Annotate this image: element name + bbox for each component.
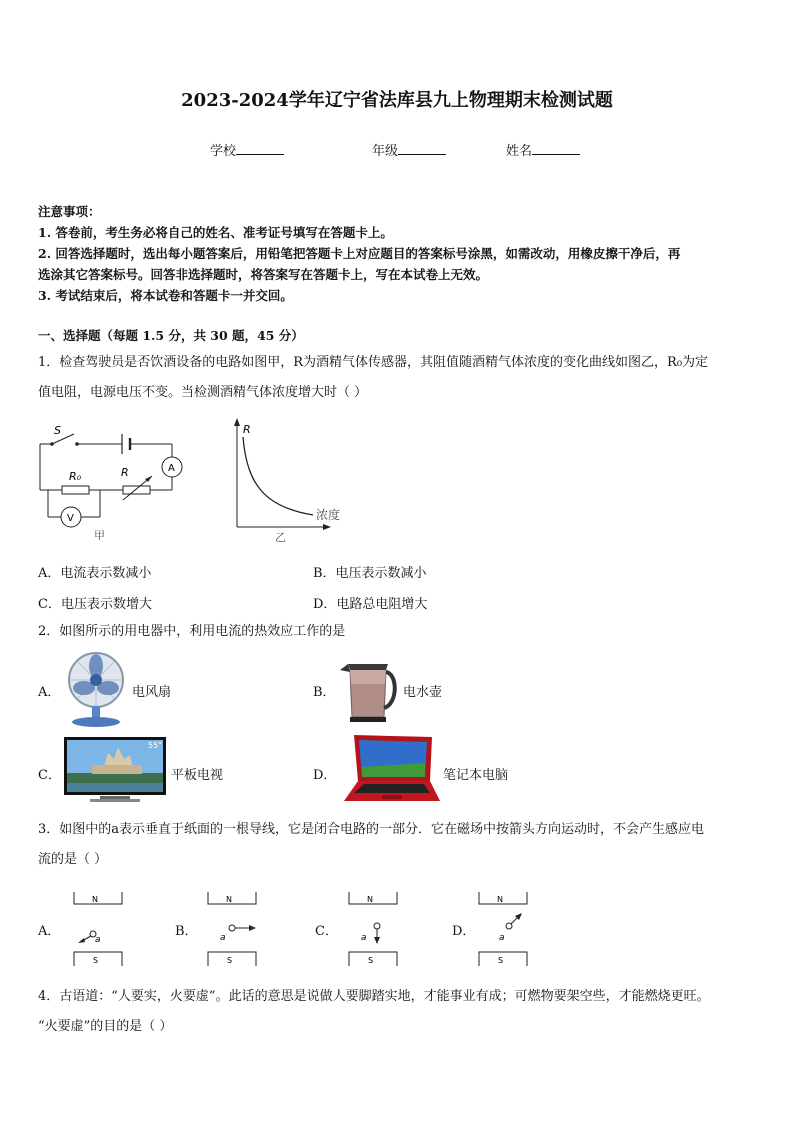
question-2-stem: 2．如图所示的用电器中，利用电流的热效应工作的是 bbox=[38, 624, 346, 639]
option-a: A．电流表示数减小 bbox=[38, 566, 152, 581]
option-label: 笔记本电脑 bbox=[443, 768, 509, 783]
page-title: 2023-2024学年辽宁省法库县九上物理期末检测试题 bbox=[181, 90, 613, 111]
north-pole-label: N bbox=[92, 895, 98, 904]
option-c: C． bbox=[315, 924, 338, 939]
wire-label: a bbox=[220, 933, 226, 943]
tv-size-badge: 55" bbox=[148, 741, 162, 750]
south-pole-label: S bbox=[368, 956, 374, 965]
question-1-stem: 1．检查驾驶员是否饮酒设备的电路如图甲，R为酒精气体传感器，其阻值随酒精气体浓度的变化曲线如图乙，R₀为定 bbox=[38, 355, 709, 370]
wire-label: a bbox=[499, 933, 505, 943]
option-label: 电水壶 bbox=[403, 685, 443, 700]
y-axis-label: R bbox=[243, 423, 251, 436]
figure-caption: 甲 bbox=[94, 529, 105, 542]
magnet-diagram-d bbox=[471, 890, 533, 968]
r-label: R bbox=[121, 466, 129, 479]
option-b: B． bbox=[313, 685, 336, 700]
south-pole-label: S bbox=[93, 956, 99, 965]
grade-label: 年级 bbox=[372, 144, 399, 159]
flat-tv-icon bbox=[62, 735, 168, 805]
resistance-graph bbox=[225, 415, 365, 545]
school-label: 学校 bbox=[210, 144, 237, 159]
magnet-diagram-c bbox=[341, 890, 403, 968]
option-c: C．电压表示数增大 bbox=[38, 597, 152, 612]
option-label: 平板电视 bbox=[171, 768, 224, 783]
electric-kettle-icon bbox=[338, 654, 400, 724]
south-pole-label: S bbox=[498, 956, 504, 965]
option-a: A． bbox=[38, 685, 61, 700]
r0-label: R₀ bbox=[69, 470, 82, 483]
option-b: B． bbox=[175, 924, 198, 939]
school-field bbox=[210, 140, 284, 159]
ammeter-label: A bbox=[168, 463, 175, 474]
wire-label: a bbox=[95, 935, 101, 945]
north-pole-label: N bbox=[497, 895, 503, 904]
option-b: B．电压表示数减小 bbox=[313, 566, 427, 581]
circuit-diagram bbox=[30, 414, 200, 544]
wire-label: a bbox=[361, 933, 367, 943]
grade-field bbox=[372, 140, 446, 159]
magnet-diagram-a bbox=[66, 890, 128, 968]
laptop-icon bbox=[340, 731, 442, 809]
option-c: C． bbox=[38, 768, 61, 783]
note-item: 2. 回答选择题时，选出每小题答案后，用铅笔把答题卡上对应题目的答案标号涂黑，如需改动，用橡皮擦干净后，再 bbox=[38, 246, 681, 261]
option-d: D．电路总电阻增大 bbox=[313, 597, 428, 612]
option-d: D． bbox=[313, 768, 337, 783]
name-label: 姓名 bbox=[506, 144, 533, 159]
north-pole-label: N bbox=[226, 895, 232, 904]
section-heading: 一、选择题（每题 1.5 分，共 30 题，45 分） bbox=[38, 328, 304, 343]
question-4-stem: “火要虚”的目的是（ ） bbox=[38, 1019, 173, 1034]
x-axis-label: 浓度 bbox=[316, 508, 341, 522]
notes-heading: 注意事项： bbox=[38, 204, 101, 219]
question-4-stem: 4．古语道：“人要实，火要虚”。此话的意思是说做人要脚踏实地，才能事业有成；可燃物要架空些，才能燃烧更旺。 bbox=[38, 989, 710, 1004]
option-a: A． bbox=[38, 924, 61, 939]
note-item: 3. 考试结束后，将本试卷和答题卡一并交回。 bbox=[38, 288, 293, 303]
name-field bbox=[506, 140, 580, 159]
north-pole-label: N bbox=[367, 895, 373, 904]
note-item: 选涂其它答案标号。回答非选择题时，将答案写在答题卡上，写在本试卷上无效。 bbox=[38, 267, 489, 282]
south-pole-label: S bbox=[227, 956, 233, 965]
question-1-stem: 值电阻，电源电压不变。当检测酒精气体浓度增大时（ ） bbox=[38, 385, 368, 400]
magnet-diagram-b bbox=[200, 890, 262, 968]
figure-caption: 乙 bbox=[275, 531, 286, 544]
electric-fan-icon bbox=[62, 650, 130, 728]
voltmeter-label: V bbox=[67, 513, 74, 524]
option-label: 电风扇 bbox=[132, 685, 172, 700]
note-item: 1. 答卷前，考生务必将自己的姓名、准考证号填写在答题卡上。 bbox=[38, 225, 393, 240]
switch-label: S bbox=[54, 424, 61, 437]
question-3-stem: 流的是（ ） bbox=[38, 852, 108, 867]
question-3-stem: 3．如图中的a表示垂直于纸面的一根导线，它是闭合电路的一部分．它在磁场中按箭头方向运动时，不会产生感应电 bbox=[38, 822, 705, 837]
option-d: D． bbox=[452, 924, 476, 939]
